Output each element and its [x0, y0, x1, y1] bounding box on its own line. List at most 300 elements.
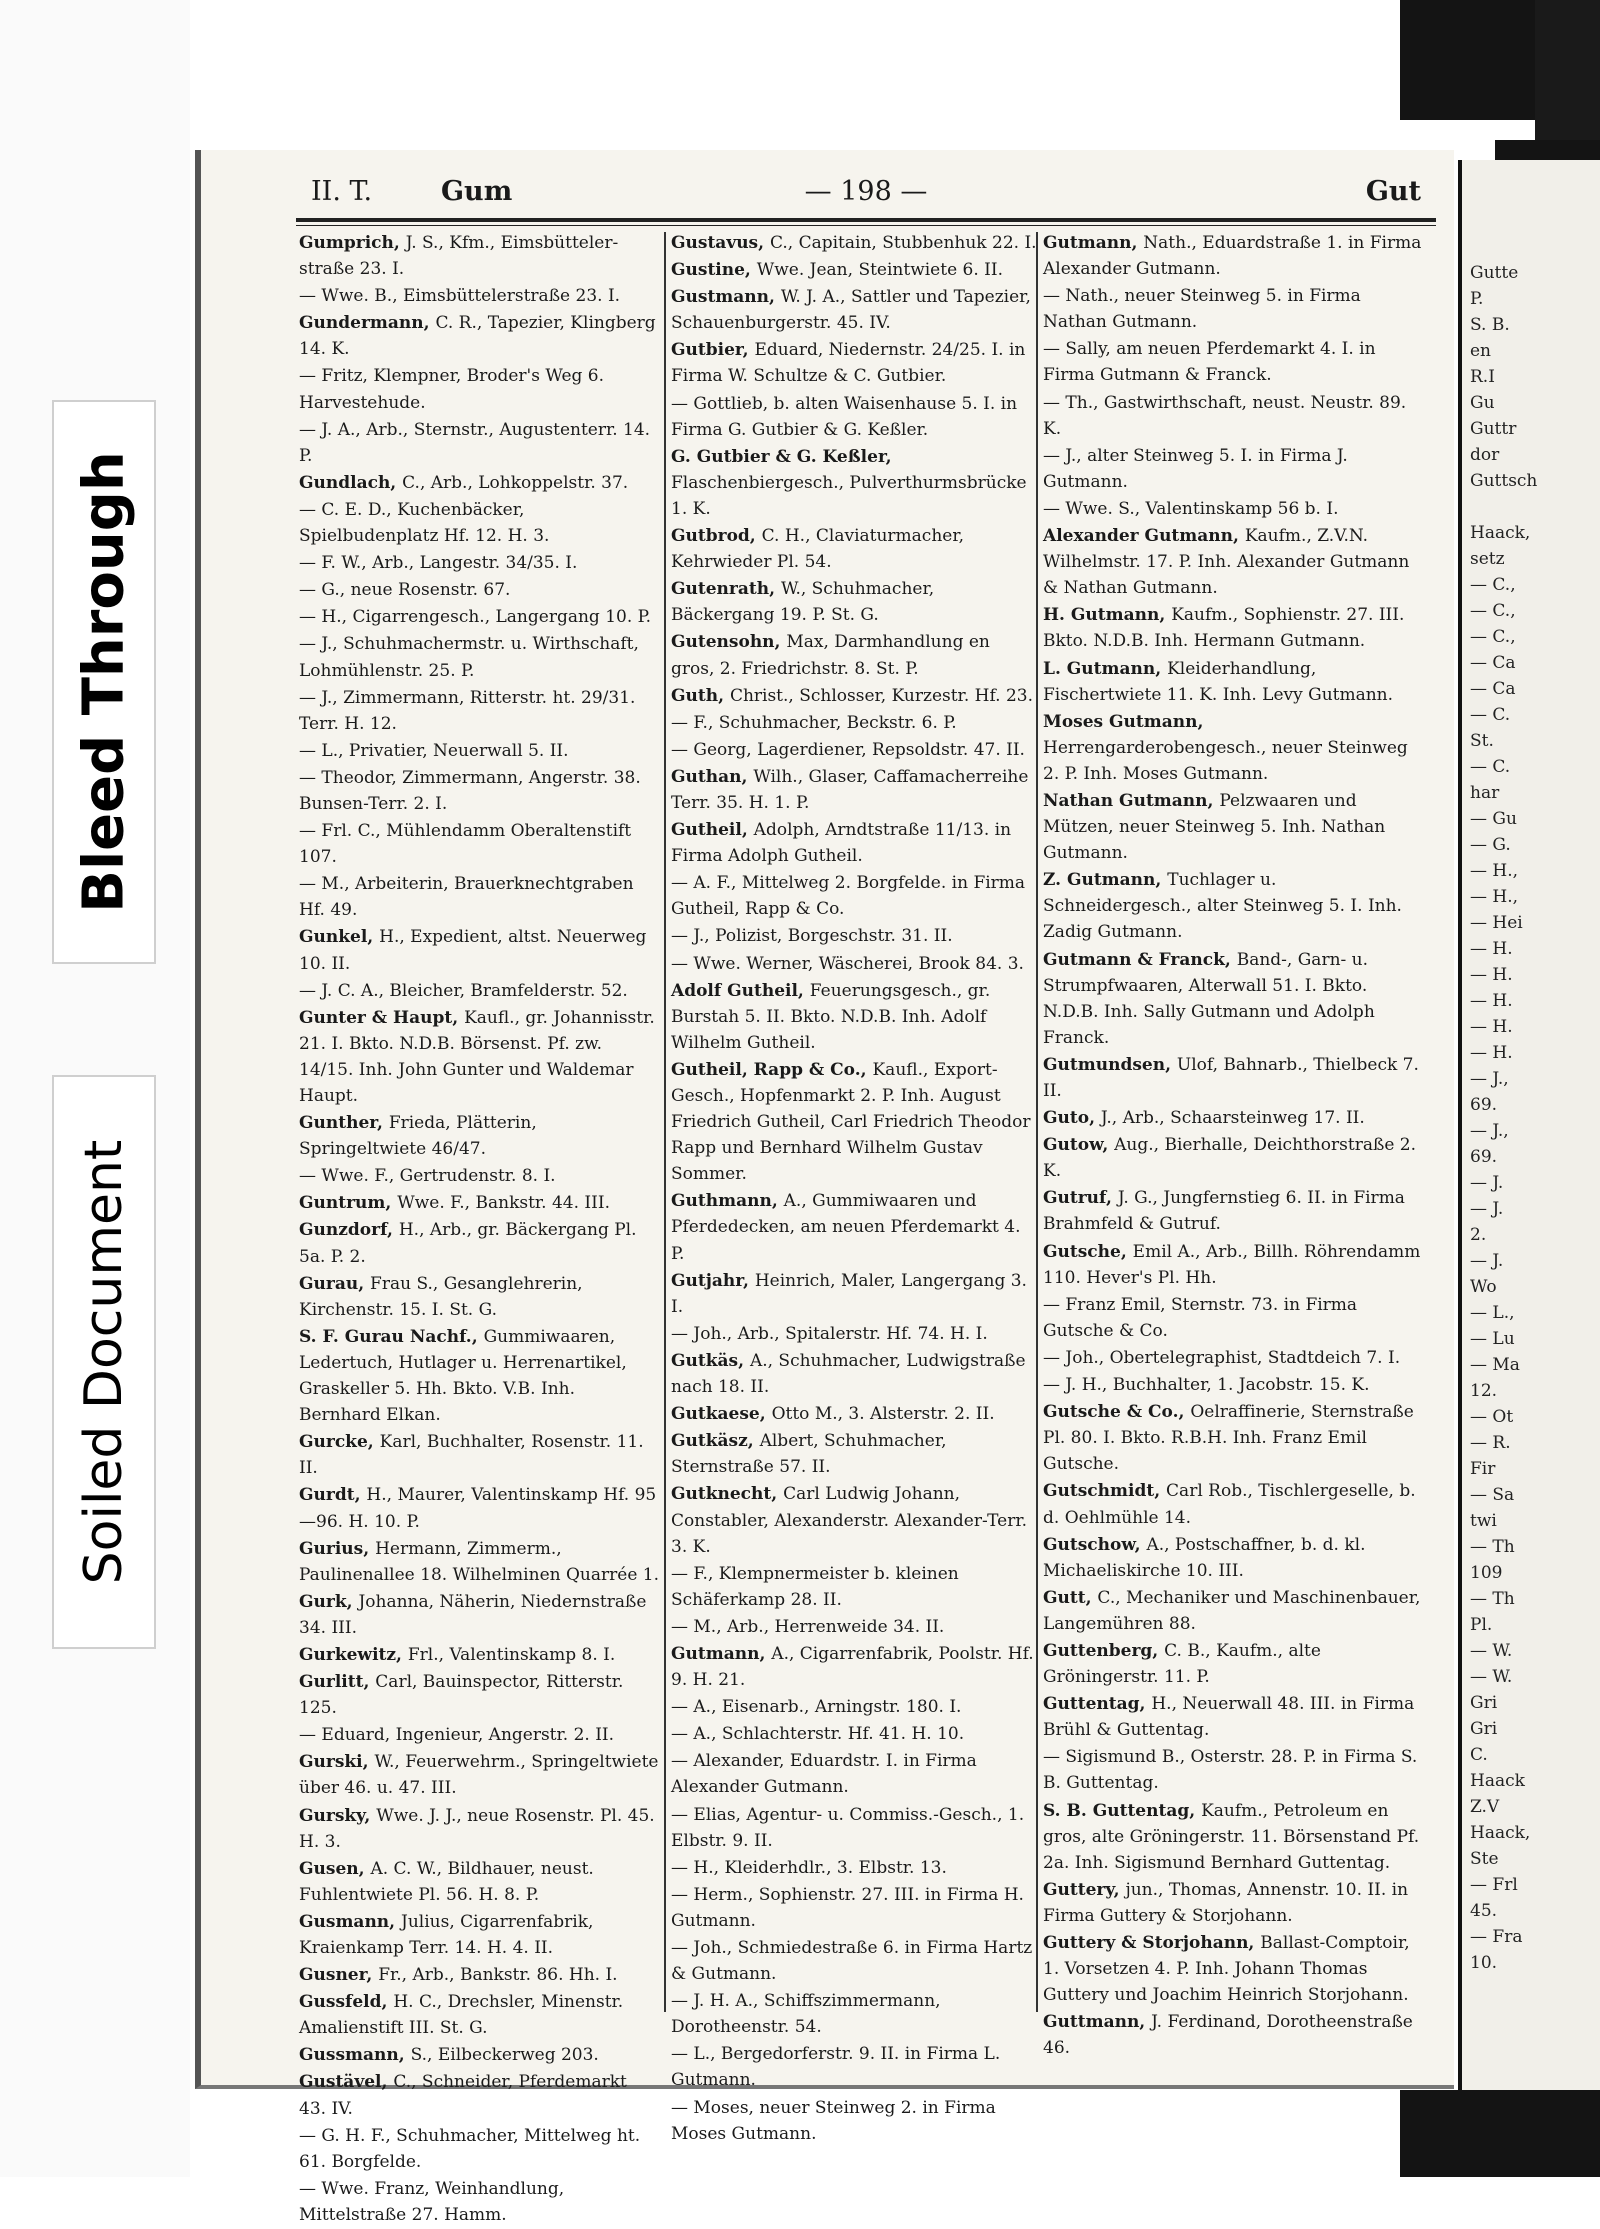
entry-details: A., Postschaffner, b. d. kl. Michaeliskirche 10. III. [1043, 1534, 1366, 1581]
adjacent-page-fragment: Ste [1470, 1849, 1499, 1869]
entry-details: — Wwe. S., Valentinskamp 56 b. I. [1043, 498, 1339, 519]
entry-details: — Wwe. F., Gertrudenstr. 8. I. [299, 1166, 556, 1187]
entry-name: Gutkaese, [671, 1404, 772, 1425]
adjacent-page-fragment: — H., [1470, 861, 1519, 881]
entry-details: Flaschenbiergesch., Pulverthurmsbrücke 1. K. [671, 472, 1027, 519]
entry-name: Gutt, [1043, 1587, 1098, 1608]
directory-entry [299, 1909, 659, 1961]
entry-name: Gurlitt, [299, 1672, 376, 1693]
adjacent-page-fragment: — L., [1470, 1303, 1515, 1323]
directory-entry [1043, 1185, 1425, 1237]
entry-details: C., Mechaniker und Maschinenbauer, Langemühren 88. [1043, 1587, 1421, 1634]
entry-details: — Gottlieb, b. alten Waisenhause 5. I. in Firma G. Gutbier & G. Keßler. [671, 393, 1018, 440]
directory-entry [1043, 443, 1425, 495]
entry-details: — C. E. D., Kuchenbäcker, Spielbudenplatz Hf. 12. H. 3. [299, 499, 550, 547]
directory-entry [671, 337, 1037, 389]
directory-entry [671, 870, 1037, 922]
adjacent-page-fragment: Guttsch [1470, 471, 1538, 491]
entry-details: — Wwe. Franz, Weinhandlung, Mittelstraße 27. Hamm. [299, 2178, 565, 2225]
directory-entry [299, 818, 659, 870]
directory-entry [299, 2042, 659, 2068]
adjacent-page-fragment: — Lu [1470, 1329, 1515, 1349]
adjacent-page-fragment: C. [1470, 1745, 1488, 1765]
entry-name: Guttentag, [1043, 1694, 1152, 1715]
directory-entry [671, 1855, 1037, 1881]
adjacent-page-fragment: Gri [1470, 1719, 1498, 1739]
entry-details: Kaufm., Petroleum en gros, alte Gröningerstr. 11. Börsenstand Pf. 2a. Inh. Sigismund Bernhard Guttentag. [1043, 1800, 1420, 1873]
directory-entry [299, 1324, 659, 1428]
entry-name: Gunter & Haupt, [299, 1007, 465, 1028]
entry-details: — Moses, neuer Steinweg 2. in Firma Moses Gutmann. [671, 2097, 996, 2144]
entry-name: Gurdt, [299, 1485, 367, 1506]
entry-details: — Nath., neuer Steinweg 5. in Firma Nathan Gutmann. [1043, 286, 1361, 333]
directory-entry [671, 1268, 1037, 1320]
bleed-through-text: Bleed Through [71, 451, 137, 913]
entry-name: H. Gutmann, [1043, 605, 1172, 626]
header-rule-thin [296, 225, 1436, 226]
directory-entry [671, 683, 1037, 709]
entry-name: Gutmann, [1043, 233, 1144, 253]
directory-entry [299, 1163, 659, 1189]
directory-entry [671, 978, 1037, 1056]
entry-details: — Wwe. B., Eimsbüttelerstraße 23. I. [299, 286, 621, 307]
entry-details: — Sally, am neuen Pferdemarkt 4. I. in Firma Gutmann & Franck. [1043, 339, 1376, 386]
adjacent-page-fragment: — Frl [1470, 1875, 1518, 1895]
directory-entry [299, 1722, 659, 1748]
entry-name: Gusen, [299, 1858, 371, 1879]
directory-entry [1043, 1585, 1425, 1637]
adjacent-page-fragment: twi [1470, 1511, 1497, 1531]
adjacent-page-fragment: — Sa [1470, 1485, 1515, 1505]
entry-details: Emil A., Arb., Billh. Röhrendamm 110. Hever's Pl. Hh. [1043, 1241, 1421, 1288]
entry-details: — Wwe. Werner, Wäscherei, Brook 84. 3. [671, 953, 1024, 974]
entry-name: Gutbier, [671, 340, 755, 361]
directory-entry [1043, 1744, 1425, 1796]
entry-details: C., Arb., Lohkoppelstr. 37. [402, 472, 629, 493]
entry-details: — J., Polizist, Borgeschstr. 31. II. [671, 926, 953, 947]
adjacent-page-fragment: Wo [1470, 1277, 1497, 1297]
entry-details: H. C., Drechsler, Minenstr. Amalienstift III. St. G. [299, 1992, 624, 2039]
entry-name: Gutmann, [671, 1643, 772, 1664]
entry-details: Wwe. J. J., neue Rosenstr. Pl. 45. H. 3. [299, 1805, 655, 1852]
directory-entry [299, 1803, 659, 1855]
directory-page [195, 150, 1454, 2225]
directory-entry [671, 710, 1037, 736]
directory-entry [1043, 1052, 1425, 1104]
directory-entry [1043, 1930, 1425, 2008]
entry-details: S., Eilbeckerweg 203. [410, 2045, 599, 2066]
entry-details: — Joh., Arb., Spitalerstr. Hf. 74. H. I. [671, 1323, 988, 1344]
directory-entry [671, 1935, 1037, 1987]
entry-details: Wwe. F., Bankstr. 44. III. [397, 1193, 610, 1214]
entry-details: C. R., Tapezier, Klingberg 14. K. [299, 313, 656, 360]
adjacent-page-fragment: Gutte [1470, 263, 1519, 283]
entry-details: Otto M., 3. Alsterstr. 2. II. [771, 1404, 995, 1425]
directory-entry [671, 523, 1037, 575]
adjacent-page-fragment: dor [1470, 445, 1500, 465]
entry-name: Gutkäsz, [671, 1431, 760, 1452]
adjacent-page-fragment: — G. [1470, 835, 1511, 855]
entry-details: W., Feuerwehrm., Springeltwiete über 46. u. 47. III. [299, 1752, 659, 1799]
directory-entry [299, 631, 659, 683]
entry-details: Carl, Bauinspector, Ritterstr. 125. [299, 1672, 624, 1719]
entry-name: Gutensohn, [671, 632, 787, 653]
entry-name: Guthan, [671, 766, 754, 787]
adjacent-page-fragment: — H. [1470, 991, 1513, 1011]
adjacent-page-fragment: Pl. [1470, 1615, 1493, 1635]
directory-entry [1043, 1345, 1425, 1371]
adjacent-page-fragment: 10. [1470, 1953, 1498, 1973]
adjacent-page-fragment: Gu [1470, 393, 1495, 413]
entry-details: — F., Klempnermeister b. kleinen Schäferkamp 28. II. [671, 1563, 959, 1610]
entry-details: W. J. A., Sattler und Tapezier, Schauenburgerstr. 45. IV. [671, 287, 1031, 334]
entry-details: — H., Kleiderhdlr., 3. Elbstr. 13. [671, 1857, 947, 1878]
entry-name: Alexander Gutmann, [1043, 526, 1245, 547]
adjacent-page-fragment: — W. [1470, 1641, 1513, 1661]
entry-details: — H., Cigarrengesch., Langergang 10. P. [299, 607, 652, 628]
entry-details: C., Schneider, Pferdemarkt 43. IV. [299, 2072, 627, 2119]
entry-details: Ulof, Bahnarb., Thielbeck 7. II. [1043, 1054, 1419, 1101]
entry-details: — Alexander, Eduardstr. I. in Firma Alexander Gutmann. [671, 1751, 977, 1798]
column-3 [1043, 230, 1425, 2062]
directory-entry [299, 470, 659, 496]
directory-entry [1043, 230, 1425, 282]
entry-details: A. C. W., Bildhauer, neust. Fuhlentwiete Pl. 56. H. 8. P. [299, 1858, 594, 1905]
directory-entry [299, 1005, 659, 1109]
directory-entry [1043, 496, 1425, 522]
adjacent-page-fragment: 12. [1470, 1381, 1498, 1401]
entry-details: — Joh., Obertelegraphist, Stadtdeich 7. I. [1043, 1347, 1401, 1368]
entry-details: Kaufl., Export-Gesch., Hopfenmarkt 2. P. Inh. August Friedrich Gutheil, Carl Friedrich Theodor Rapp und Bernhard Wilhelm Gustav Sommer. [671, 1059, 1031, 1185]
directory-entry [671, 391, 1037, 443]
entry-name: Gutenrath, [671, 579, 781, 600]
entry-name: Gusmann, [299, 1911, 402, 1932]
entry-details: Christ., Schlosser, Kurzestr. Hf. 23. [729, 685, 1033, 706]
entry-details: Johanna, Näherin, Niedernstraße 34. III. [299, 1591, 647, 1638]
entry-name: Gustävel, [299, 2072, 394, 2093]
page-number: — 198 — [804, 176, 928, 207]
entry-details: Aug., Bierhalle, Deichthorstraße 2. K. [1043, 1135, 1417, 1182]
entry-details: Wwe. Jean, Steintwiete 6. II. [756, 260, 1003, 281]
entry-details: — Th., Gastwirthschaft, neust. Neustr. 89. K. [1043, 392, 1407, 439]
entry-name: Gurau, [299, 1273, 371, 1294]
entry-details: A., Schuhmacher, Ludwigstraße nach 18. II. [671, 1350, 1026, 1398]
column-2 [671, 230, 1037, 2148]
directory-entry [671, 923, 1037, 949]
adjacent-page-fragment: — Th [1470, 1589, 1515, 1609]
entry-details: C. H., Claviaturmacher, Kehrwieder Pl. 54. [671, 526, 964, 573]
adjacent-page-fragment: — C., [1470, 601, 1516, 621]
directory-entry [1043, 1532, 1425, 1584]
directory-entry [671, 817, 1037, 869]
bleed-through-label [52, 400, 156, 964]
adjacent-page-fragment: — Gu [1470, 809, 1517, 829]
adjacent-page-fragment: — C. [1470, 705, 1511, 725]
entry-details: Kaufm., Z.V.N. Wilhelmstr. 17. P. Inh. Alexander Gutmann & Nathan Gutmann. [1043, 526, 1410, 599]
directory-entry [1043, 283, 1425, 335]
entry-details: — A., Schlachterstr. Hf. 41. H. 10. [671, 1724, 965, 1745]
entry-details: — Fritz, Klempner, Broder's Weg 6. Harvestehude. [299, 366, 605, 413]
entry-name: Gustavus, [671, 233, 770, 253]
entry-details: Eduard, Niedernstr. 24/25. I. in Firma W. Schultze & C. Gutbier. [671, 340, 1026, 387]
directory-entry [299, 1482, 659, 1534]
entry-name: Gutow, [1043, 1135, 1115, 1156]
entry-name: Gutbrod, [671, 526, 762, 547]
directory-entry [671, 1614, 1037, 1640]
entry-name: Moses Gutmann, [1043, 711, 1204, 732]
directory-entry [1043, 1399, 1425, 1477]
adjacent-page-fragment: R.I [1470, 367, 1495, 387]
entry-details: J. G., Jungfernstieg 6. II. in Firma Brahmfeld & Gutruf. [1043, 1188, 1405, 1235]
directory-entry [299, 1989, 659, 2041]
directory-entry [671, 444, 1037, 522]
directory-entry [299, 230, 659, 282]
entry-name: Gundlach, [299, 472, 403, 493]
entry-details: — F., Schuhmacher, Beckstr. 6. P. [671, 712, 957, 733]
entry-name: Gunkel, [299, 927, 380, 948]
entry-name: Guttmann, [1043, 2012, 1152, 2033]
directory-entry [1043, 336, 1425, 388]
directory-entry [1043, 1478, 1425, 1530]
directory-entry [299, 497, 659, 549]
entry-details: Oelraffinerie, Sternstraße Pl. 80. I. Bkto. R.B.H. Inh. Franz Emil Gutsche. [1043, 1402, 1414, 1475]
directory-entry [299, 1856, 659, 1908]
entry-details: — J. C. A., Bleicher, Bramfelderstr. 52. [299, 980, 628, 1001]
entry-details: Kleiderhandlung, Fischertwiete 11. K. Inh. Levy Gutmann. [1043, 658, 1394, 705]
entry-name: Gutschmidt, [1043, 1481, 1167, 1502]
directory-entry [1043, 523, 1425, 601]
entry-name: Adolf Gutheil, [671, 980, 810, 1001]
entry-name: Gurkewitz, [299, 1644, 408, 1665]
running-head-left: Gum [441, 176, 513, 207]
entry-details: J. Ferdinand, Dorotheenstraße 46. [1043, 2012, 1413, 2059]
entry-details: — Eduard, Ingenieur, Angerstr. 2. II. [299, 1725, 615, 1746]
directory-entry [1043, 788, 1425, 866]
directory-entry [299, 1217, 659, 1269]
entry-details: Nath., Eduardstraße 1. in Firma Alexander Gutmann. [1043, 233, 1422, 280]
directory-entry [1043, 1877, 1425, 1929]
directory-entry [299, 1589, 659, 1641]
entry-details: C., Capitain, Stubbenhuk 22. I. [769, 233, 1037, 253]
adjacent-page-fragment: — Ot [1470, 1407, 1514, 1427]
entry-details: — A., Eisenarb., Arningstr. 180. I. [671, 1697, 962, 1718]
directory-entry [671, 284, 1037, 336]
entry-details: Tuchlager u. Schneidergesch., alter Steinweg 5. I. Inh. Zadig Gutmann. [1043, 870, 1402, 943]
directory-entry [299, 577, 659, 603]
entry-name: Gussmann, [299, 2045, 411, 2066]
entry-name: G. Gutbier & G. Keßler, [671, 446, 892, 467]
entry-name: Gundermann, [299, 313, 436, 334]
entry-details: H., Maurer, Valentinskamp Hf. 95—96. H. 10. P. [299, 1485, 657, 1532]
directory-entry [299, 604, 659, 630]
adjacent-page-fragment: — C., [1470, 627, 1516, 647]
entry-name: Guttenberg, [1043, 1640, 1165, 1661]
adjacent-page-fragment: 45. [1470, 1901, 1498, 1921]
adjacent-page-fragment: — H. [1470, 939, 1513, 959]
entry-details: — L., Bergedorferstr. 9. II. in Firma L. Gutmann. [671, 2044, 1001, 2091]
adjacent-page-fragment: S. B. [1470, 315, 1510, 335]
adjacent-page-fragment: Haack [1470, 1771, 1525, 1791]
directory-entry [1043, 1132, 1425, 1184]
entry-details: Feuerungsgesch., gr. Burstah 5. II. Bkto. N.D.B. Inh. Adolf Wilhelm Gutheil. [671, 980, 991, 1053]
directory-entry [671, 2041, 1037, 2093]
entry-name: Gutsche, [1043, 1241, 1133, 1262]
directory-entry [299, 685, 659, 737]
directory-entry [299, 924, 659, 976]
entry-details: — Georg, Lagerdiener, Repsoldstr. 47. II. [671, 739, 1025, 760]
entry-name: Guth, [671, 685, 730, 706]
entry-name: Gutheil, [671, 820, 754, 841]
adjacent-page-fragment: Fir [1470, 1459, 1496, 1479]
entry-details: Frieda, Plätterin, Springeltwiete 46/47. [299, 1113, 537, 1160]
directory-entry [1043, 947, 1425, 1051]
directory-entry [671, 737, 1037, 763]
entry-details: H., Expedient, altst. Neuerweg 10. II. [299, 927, 647, 974]
directory-entry [299, 871, 659, 923]
adjacent-page-fragment: Guttr [1470, 419, 1517, 439]
entry-details: Hermann, Zimmerm., Paulinenallee 18. Wilhelminen Quarrée 1. [299, 1538, 659, 1585]
directory-entry [671, 1188, 1037, 1266]
entry-details: Gummiwaaren, Ledertuch, Hutlager u. Herrenartikel, Graskeller 5. Hh. Bkto. V.B. Inh. Bernhard Elkan. [299, 1326, 627, 1426]
directory-entry [671, 576, 1037, 628]
directory-entry [671, 230, 1037, 256]
entry-details: Karl, Buchhalter, Rosenstr. 11. II. [299, 1432, 644, 1479]
adjacent-page-fragment: — H. [1470, 965, 1513, 985]
directory-entry [671, 1057, 1037, 1187]
black-tab-top [1400, 0, 1535, 120]
adjacent-page-fragment: Gri [1470, 1693, 1498, 1713]
entry-details: J. S., Kfm., Eimsbütteler-straße 23. I. [299, 233, 619, 280]
entry-name: Gutmundsen, [1043, 1054, 1177, 1075]
adjacent-page-fragment: — Ca [1470, 679, 1516, 699]
directory-entry [671, 1401, 1037, 1427]
directory-entry [1043, 656, 1425, 708]
directory-entry [1043, 1638, 1425, 1690]
directory-entry [671, 629, 1037, 681]
entry-name: Gusner, [299, 1965, 379, 1986]
entry-name: Gurcke, [299, 1432, 380, 1453]
directory-entry [671, 1561, 1037, 1613]
entry-details: Pelzwaaren und Mützen, neuer Steinweg 5. Inh. Nathan Gutmann. [1043, 790, 1386, 864]
entry-name: S. F. Gurau Nachf., [299, 1326, 484, 1347]
adjacent-page-fragment: — C., [1470, 575, 1516, 595]
adjacent-page-text [1470, 260, 1537, 1976]
entry-name: Guthmann, [671, 1191, 784, 1212]
entry-name: Gunzdorf, [299, 1220, 399, 1241]
adjacent-page-fragment: — H., [1470, 887, 1519, 907]
entry-name: Gutknecht, [671, 1484, 784, 1505]
entry-details: — Joh., Schmiedestraße 6. in Firma Hartz & Gutmann. [671, 1938, 1033, 1985]
directory-entry [299, 1749, 659, 1801]
header-rule [296, 218, 1436, 222]
entry-details: — J., Schuhmachermstr. u. Wirthschaft, Lohmühlenstr. 25. P. [299, 634, 639, 681]
directory-entry [1043, 1691, 1425, 1743]
entry-details: — J., alter Steinweg 5. I. in Firma J. Gutmann. [1043, 445, 1348, 492]
entry-details: Max, Darmhandlung en gros, 2. Friedrichstr. 8. St. P. [671, 632, 990, 679]
entry-details: — G., neue Rosenstr. 67. [299, 580, 511, 601]
page-header [301, 176, 1431, 216]
entry-details: — Franz Emil, Sternstr. 73. in Firma Gutsche & Co. [1043, 1294, 1358, 1341]
adjacent-page-fragment: Z.V [1470, 1797, 1500, 1817]
adjacent-page-strip [1458, 160, 1600, 2090]
entry-name: Gustine, [671, 260, 757, 281]
entry-name: Nathan Gutmann, [1043, 790, 1220, 811]
adjacent-page-fragment: — H. [1470, 1017, 1513, 1037]
entry-details: — J. H., Buchhalter, 1. Jacobstr. 15. K. [1043, 1375, 1370, 1396]
column-separator [664, 232, 666, 2012]
black-tab-bottom [1400, 2090, 1600, 2177]
directory-entry [1043, 1292, 1425, 1344]
entry-name: S. B. Guttentag, [1043, 1800, 1202, 1821]
directory-entry [671, 1321, 1037, 1347]
soiled-document-text: Soiled Document [74, 1139, 134, 1585]
directory-entry [299, 978, 659, 1004]
section-number: II. T. [311, 176, 373, 207]
entry-details: W., Schuhmacher, Bäckergang 19. P. St. G. [671, 579, 935, 626]
entry-name: Gutmann & Franck, [1043, 949, 1237, 970]
entry-name: Gutjahr, [671, 1270, 755, 1291]
entry-details: A., Gummiwaaren und Pferdedecken, am neuen Pferdemarkt 4. P. [671, 1191, 1021, 1264]
entry-details: Heinrich, Maler, Langergang 3. I. [671, 1270, 1027, 1317]
adjacent-page-fragment: St. [1470, 731, 1494, 751]
entry-name: L. Gutmann, [1043, 658, 1168, 679]
directory-entry [671, 1428, 1037, 1480]
directory-entry [1043, 390, 1425, 442]
directory-entry [671, 1748, 1037, 1800]
directory-entry [1043, 1105, 1425, 1131]
entry-name: Gutschow, [1043, 1534, 1147, 1555]
directory-entry [299, 1190, 659, 1216]
adjacent-page-fragment: en [1470, 341, 1492, 361]
adjacent-page-fragment: — J., [1470, 1121, 1509, 1141]
entry-details: J., Arb., Schaarsteinweg 17. II. [1100, 1108, 1365, 1129]
directory-entry [671, 2095, 1037, 2147]
adjacent-page-fragment: — W. [1470, 1667, 1513, 1687]
directory-entry [299, 765, 659, 817]
adjacent-page-fragment: — C. [1470, 757, 1511, 777]
entry-name: Guto, [1043, 1108, 1101, 1129]
adjacent-page-fragment: — J. [1470, 1173, 1504, 1193]
column-1 [299, 230, 659, 2229]
directory-entry [299, 1429, 659, 1481]
entry-details: — Elias, Agentur- u. Commiss.-Gesch., 1. Elbstr. 9. II. [671, 1804, 1025, 1851]
adjacent-page-fragment: Haack, [1470, 523, 1531, 543]
entry-name: Gunther, [299, 1113, 389, 1134]
directory-entry [299, 1642, 659, 1668]
entry-details: Band-, Garn- u. Strumpfwaaren, Alterwall 51. I. Bkto. N.D.B. Inh. Sally Gutmann und Adolph Franck. [1043, 949, 1375, 1048]
directory-entry [1043, 1372, 1425, 1398]
directory-entry [1043, 867, 1425, 945]
adjacent-page-fragment: — Ma [1470, 1355, 1520, 1375]
directory-entry [671, 1721, 1037, 1747]
adjacent-page-fragment: 69. [1470, 1147, 1498, 1167]
entry-details: — Herm., Sophienstr. 27. III. in Firma H. Gutmann. [671, 1884, 1024, 1931]
directory-entry [671, 1882, 1037, 1934]
directory-entry [671, 1802, 1037, 1854]
adjacent-page-fragment: — J. [1470, 1251, 1504, 1271]
entry-details: — A. F., Mittelweg 2. Borgfelde. in Firma Gutheil, Rapp & Co. [671, 873, 1026, 920]
soiled-document-label [52, 1075, 156, 1649]
entry-details: Kaufm., Sophienstr. 27. III. Bkto. N.D.B. Inh. Hermann Gutmann. [1043, 605, 1405, 652]
entry-name: Gustmann, [671, 287, 781, 308]
entry-name: Gurski, [299, 1752, 375, 1773]
directory-entry [1043, 602, 1425, 654]
entry-details: Wilh., Glaser, Caffamacherreihe Terr. 35. H. 1. P. [671, 766, 1029, 813]
entry-name: Gumprich, [299, 233, 406, 253]
entry-name: Gussfeld, [299, 1992, 394, 2013]
directory-entry [671, 951, 1037, 977]
adjacent-page-fragment: — J. [1470, 1199, 1504, 1219]
